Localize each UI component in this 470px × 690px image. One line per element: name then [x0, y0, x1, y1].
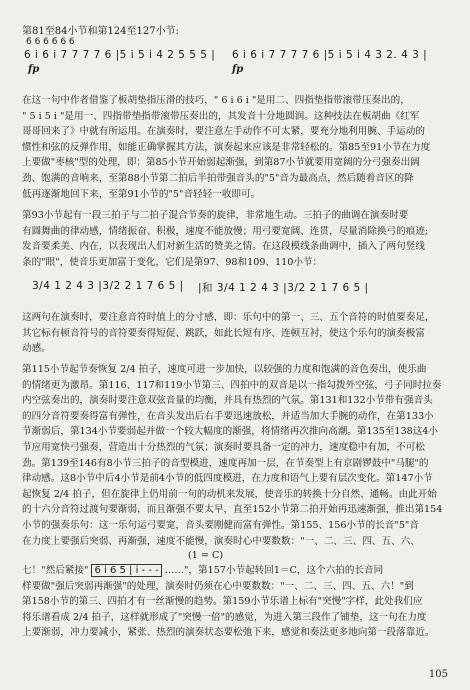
- text-fragment: 七！"然后紧接": [22, 565, 89, 576]
- paragraph-3: [22, 310, 450, 357]
- section-heading: 第81至84小节和第124至127小节:: [22, 26, 179, 37]
- score1-notation-a: 6 i 6 i 7 7 7 7 6 |5 i 5 i 4 2 5 5 5 |: [24, 49, 216, 61]
- text-line: 将乐谱看成 2/4 拍子，这样就形成了"突慢一倍"的感觉，为进入第三段作了铺垫，这一句在力度: [22, 611, 427, 623]
- text-fragment: ……"，第157小节起转回1＝C，这个六拍的长音同: [164, 565, 384, 576]
- text-line: 律动感。这8小节中后4小节是前4小节的低四度模进，在力度和语气上要有层次变化。第147小节: [22, 473, 433, 485]
- text-line: 节渐弱后，第134小节要弱起并做一个较大幅度的渐强，将情绪再次推向高潮。第135至138这4小: [22, 426, 439, 438]
- paragraph-4: [22, 362, 450, 549]
- text-line: 上要做"枣核"型的处理，即：第85小节开始弱起渐强，到第87小节就要用宽阔的分弓强奏出阔: [22, 157, 420, 169]
- text-line: 第115小节起节奏恢复 2/4 拍子，速度可进一步加快，以较强的力度和饱满的音色奏出，使乐曲: [22, 364, 427, 375]
- text-line: 动感。: [22, 343, 51, 355]
- text-line: 劲、饱满的音响来，至第88小节第二拍后半拍带强音头的"5"音为最高点，然后随着音区的降: [22, 172, 414, 184]
- text-line: 节应用宽快弓强奏，营造出十分热烈的气氛；演奏时要具备一定的冲力，速度稳中有加，不可松: [22, 441, 425, 453]
- page-number: 105: [428, 669, 448, 680]
- text-line: 低再逐渐地回下来，至第91小节的"5"音轻轻一收即可。: [22, 188, 261, 200]
- text-line: " 5 i 5 i "是用一、四指带垫指带滚带压奏出的，其发音十分地圆润。这种技法在板胡曲《红军: [22, 110, 420, 122]
- text-line: 在这一句中作者借鉴了板胡垫指压滑的技巧，" 6 i 6 i "是用二、四指垫指带滚带压奏出的，: [22, 95, 410, 106]
- text-line: 起恢复 2/4 拍子，但在旋律上仍用前一句的动机来发展，使音乐的转换十分自然、通畅。由此开始: [22, 488, 437, 500]
- text-line: 其它标有顿音符号的音符要奏得短促、跳跃，如此长短有序、连顿互衬，使这个乐句的演奏极富: [22, 327, 425, 339]
- score1-ornaments: 6̄ 6 6 6̄ 6 6: [26, 37, 75, 47]
- text-line: 样要做"强后突弱再渐强"的处理，演奏时仍须在心中要数数："一、二、三、四、五、六！"到: [22, 580, 414, 592]
- text-line: 有圆舞曲的律动感，情绪振奋、积极，速度不能放慢；用弓要宽阔、连贯，尽量消除换弓的痕迹;: [22, 225, 429, 237]
- text-line: 第158小节的第三、四拍才有一丝渐慢的趋势。第159小节乐谱上标有"突慢"字样，此处我们应: [22, 596, 423, 608]
- text-line: 第93小节起有一段三拍子与二拍子混合节奏的旋律，非常地生动。三拍子的曲调在演奏时要: [22, 210, 409, 221]
- text-line: 条的"眼"，使音乐更加富于变化，它们是第97、98和109、110小节：: [22, 256, 323, 268]
- inline-notation: 6 i 6 5 | i - - -: [91, 564, 161, 577]
- score1-notation-b: 6 i 6 i 7 7 7 7 6 |5 i 5 i 4 3 2. 4 3 |: [232, 49, 428, 61]
- score1-dynamic-b: fp: [232, 64, 244, 75]
- score2-notation-a: 3/4 1 2 4 3 |3/2 2 1 7 6 5 |: [32, 280, 184, 292]
- text-line: 小节的强奏乐句：这一乐句运弓要宽，音头要刚健而富有弹性。第155、156小节的长音"5"音: [22, 519, 419, 531]
- score2-notation-b: |和 3/4 1 2 4 3 |3/2 2 1 7 6 5 |: [198, 282, 369, 294]
- score1-dynamic-a: fp: [28, 64, 40, 75]
- text-line: 这两句在演奏时，要注意音符时值上的分寸感，即：乐句中的第一、三、五个音符的时值要奏足，: [22, 312, 435, 323]
- text-line: 的十六分音符过渡句要渐弱，而且渐强不要太早，直至152小节第二拍开始再迅速渐强，推出第154: [22, 504, 443, 516]
- text-line: 在力度上要强后突弱、再渐强，速度不能慢，演奏时心中要数数："一、二、三、四、五、六、: [22, 535, 420, 547]
- text-line: 劲。第139至146有8小节三拍子的音型模进，速度再加一层，在节奏型上有京剧锣鼓中"马腿"的: [22, 457, 429, 469]
- key-signature-label: (1 = C): [188, 550, 224, 561]
- text-line: 的情绪更为激昂。第116、117和119小节第三、四拍中的双音是以一指勾拨外空弦，弓子同时拉奏: [22, 379, 442, 391]
- text-line: 哥哥回来了》中就有所运用。在演奏时，要注意左手动作不可太紧，要充分地利用腕、手运动的: [22, 126, 425, 138]
- text-line: 内空弦奏出的，演奏时要注意双弦音量的均衡，并具有热烈的气氛。第131和132小节带有强音头: [22, 395, 433, 407]
- paragraph-1: [22, 93, 450, 202]
- text-line: 惯性和弦的反弹作用，如能正确掌握其方法，演奏起来应该是非常轻松的。第85至91小节在力度: [22, 141, 431, 153]
- text-line: 发音要柔美、内在，以表现出人们对新生活的赞美之情。在这段模线条曲调中，插入了两句竖线: [22, 241, 425, 253]
- paragraph-2: [22, 208, 450, 270]
- paragraph-5: [22, 563, 450, 641]
- text-line: 上要渐弱，冲力要减小，紧张、热烈的演奏状态要松弛下来，感觉和奏法更多地向第一段落靠近。: [22, 627, 435, 639]
- text-line: 的四分音符要奏得富有弹性，在音头发出后右手要迅速放松，并适当加大手腕的动作，在第133小: [22, 410, 434, 422]
- text-line-with-notation: [22, 563, 450, 579]
